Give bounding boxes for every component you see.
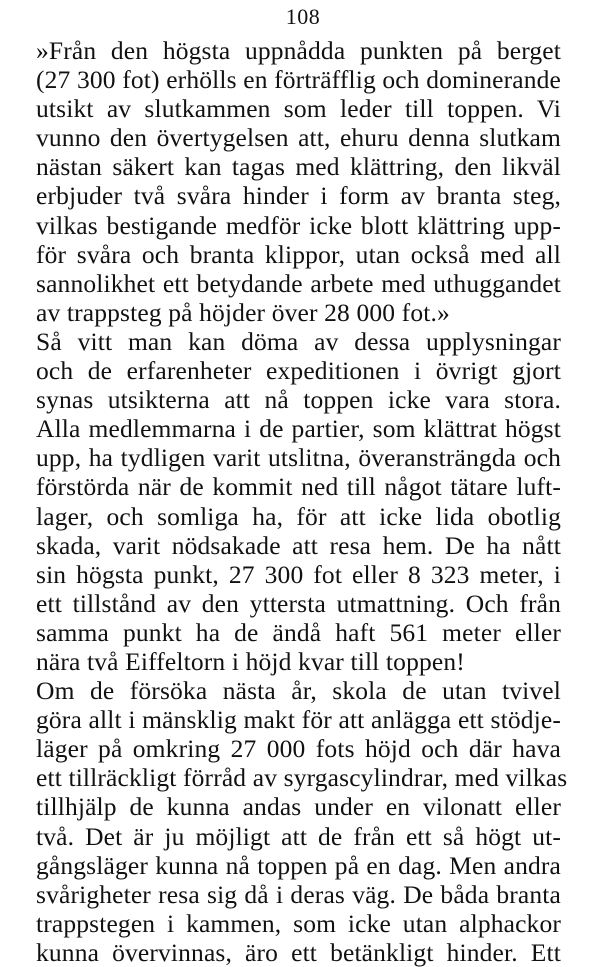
text-line: sin högsta punkt, 27 300 fot eller 8 323 meter, i xyxy=(36,559,561,589)
text-line: sannolikhet ett betydande arbete med uthuggandet xyxy=(36,268,561,298)
text-line: nära två Eiffeltorn i höjd kvar till toppen! xyxy=(36,646,465,676)
paragraph-assessment xyxy=(36,327,561,676)
page-number: 108 xyxy=(285,4,321,29)
text-line: lager, och somliga ha, för att icke lida obotlig xyxy=(36,501,561,531)
text-line: utsikt av slutkammen som leder till toppen. Vi xyxy=(36,94,561,124)
paragraph-quote xyxy=(36,36,561,327)
text-line: gångsläger kunna nå toppen på en dag. Men andra xyxy=(36,850,561,880)
text-line: (27 300 fot) erhölls en förträfflig och dominerande xyxy=(36,65,561,95)
text-line: Om de försöka nästa år, skola de utan tvivel xyxy=(36,676,561,706)
text-line: samma punkt ha de ändå haft 561 meter eller xyxy=(36,617,561,647)
text-line: Alla medlemmarna i de partier, som klättrat högst xyxy=(36,414,561,444)
text-line: för svåra och branta klippor, utan också med all xyxy=(36,239,561,269)
text-line: skada, varit nödsakade att resa hem. De ha nått xyxy=(36,530,561,560)
text-line: göra allt i mänsklig makt för att anlägga ett stödje- xyxy=(36,705,561,735)
text-line: två. Det är ju möjligt att de från ett så högt ut- xyxy=(36,821,561,851)
text-line: ett tillstånd av den yttersta utmattning. Och från xyxy=(36,588,561,618)
text-line: ett tillräckligt förråd av syrgascylindrar, med vilkas xyxy=(36,763,568,793)
text-line: Så vitt man kan döma av dessa upplysningar xyxy=(36,326,561,356)
text-line: läger på omkring 27 000 fots höjd och där hava xyxy=(36,734,561,764)
text-line: kunna övervinnas, äro ett betänkligt hinder. Ett xyxy=(36,937,561,967)
text-line: trappstegen i kammen, som icke utan alphackor xyxy=(36,908,561,938)
text-line: förstörda när de kommit ned till något tätare luft- xyxy=(36,472,561,502)
text-line: tillhjälp de kunna andas under en vilonatt eller xyxy=(36,792,561,822)
text-line: svårigheter resa sig då i deras väg. De båda branta xyxy=(36,879,561,909)
paragraph-next-attempt xyxy=(36,676,568,967)
text-line: och de erfarenheter expeditionen i övrigt gjort xyxy=(36,356,561,386)
text-line: av trappsteg på höjder över 28 000 fot.» xyxy=(36,297,450,327)
text-line: nästan säkert kan tagas med klättring, den likväl xyxy=(36,152,561,182)
text-line: erbjuder två svåra hinder i form av branta steg, xyxy=(36,181,561,211)
text-line: vilkas bestigande medför icke blott klättring upp- xyxy=(36,210,561,240)
text-line: upp, ha tydligen varit utslitna, överansträngda och xyxy=(36,443,561,473)
text-line: synas utsikterna att nå toppen icke vara stora. xyxy=(36,385,561,415)
text-line: vunno den övertygelsen att, ehuru denna slutkam xyxy=(36,123,561,153)
text-line: »Från den högsta uppnådda punkten på berget xyxy=(36,36,561,65)
body-text xyxy=(36,36,568,967)
